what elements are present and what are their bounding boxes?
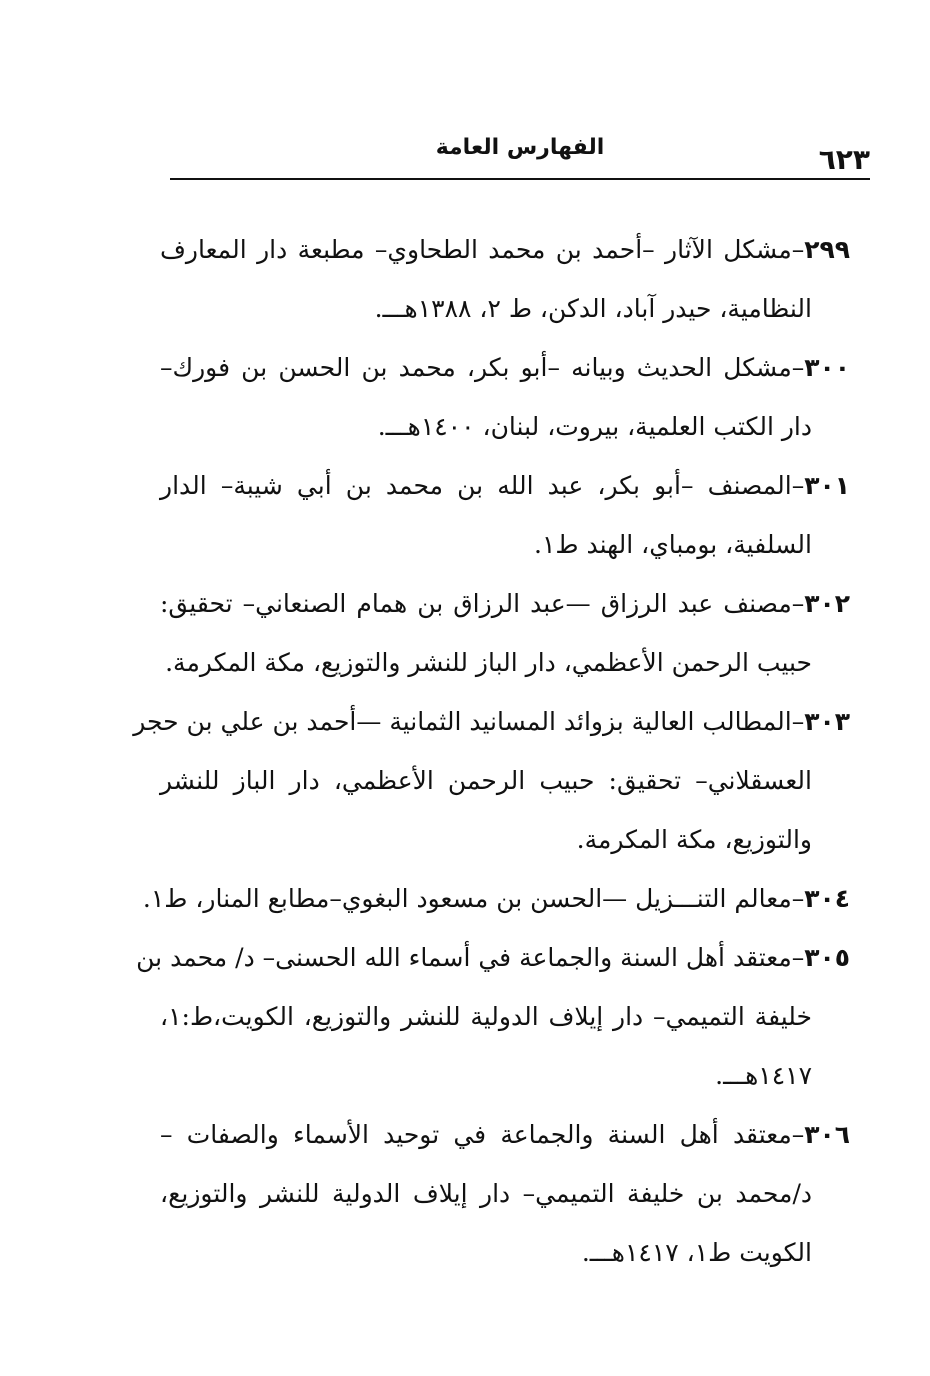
bibliography-entry (142, 869, 850, 928)
entry-number: ٣٠٣ (804, 707, 850, 736)
entry-text: –معالم التنـــزيل —الحسن بن مسعود البغوي–مطابع المنار، ط١. (142, 884, 805, 913)
entry-line (142, 869, 850, 928)
entry-line (160, 1105, 850, 1164)
entry-text: –مصنف عبد الرزاق —عبد الرزاق بن همام الصنعاني– تحقيق: (160, 589, 805, 618)
running-title: الفهارس العامة (435, 135, 605, 160)
entry-number: ٣٠٥ (804, 943, 850, 972)
entry-line (133, 692, 850, 751)
bibliography-entry (160, 338, 850, 456)
entry-number: ٣٠٦ (804, 1120, 850, 1149)
entry-text: –معتقد أهل السنة والجماعة في أسماء الله الحسنى– د/ محمد بن (136, 943, 805, 972)
entry-text: –معتقد أهل السنة والجماعة في توحيد الأسماء والصفات – (160, 1120, 805, 1149)
page-number: ٦٢٣ (818, 143, 870, 176)
entry-line: خليفة التميمي– دار إيلاف الدولية للنشر والتوزيع، الكويت،ط:١، (160, 1002, 812, 1031)
entry-line (136, 928, 850, 987)
entry-number: ٣٠١ (804, 471, 850, 500)
bibliography-entry (160, 1105, 850, 1282)
entry-text: –مشكل الحديث وبيانه –أبو بكر، محمد بن الحسن بن فورك– (160, 353, 805, 382)
bibliography-entry (133, 692, 850, 869)
bibliography-entry (160, 220, 850, 338)
entry-text: –مشكل الآثار –أحمد بن محمد الطحاوي– مطبعة دار المعارف (160, 235, 805, 264)
entry-text: –المصنف –أبو بكر، عبد الله بن محمد بن أبي شيبة– الدار (160, 471, 805, 500)
entry-line: السلفية، بومباي، الهند ط١. (534, 530, 812, 559)
entry-line: حبيب الرحمن الأعظمي، دار الباز للنشر والتوزيع، مكة المكرمة. (165, 648, 812, 677)
entry-line (160, 456, 850, 515)
entry-number: ٢٩٩ (804, 235, 850, 264)
bibliography-entry (160, 456, 850, 574)
entry-line: الكويت ط١، ١٤١٧هـــ. (581, 1238, 812, 1267)
entry-line (160, 338, 850, 397)
entry-line (160, 574, 850, 633)
entry-line: د/محمد بن خليفة التميمي– دار إيلاف الدولية للنشر والتوزيع، (160, 1179, 812, 1208)
page-header (170, 135, 870, 179)
bibliography-entry (136, 928, 850, 1105)
entry-line: والتوزيع، مكة المكرمة. (576, 825, 812, 854)
entry-text: –المطالب العالية بزوائد المسانيد الثمانية —أحمد بن علي بن حجر (133, 707, 805, 736)
bibliography-entry (160, 574, 850, 692)
entry-number: ٣٠٤ (804, 884, 850, 913)
header-rule (170, 178, 870, 180)
entry-line: دار الكتب العلمية، بيروت، لبنان، ١٤٠٠هـــ. (377, 412, 812, 441)
entry-number: ٣٠٠ (804, 353, 850, 382)
entry-line (160, 220, 850, 279)
entry-line: العسقلاني– تحقيق: حبيب الرحمن الأعظمي، دار الباز للنشر (160, 766, 812, 795)
entry-number: ٣٠٢ (804, 589, 850, 618)
entry-line: ١٤١٧هـــ. (715, 1061, 812, 1090)
bibliography-list (133, 220, 850, 1282)
entry-line: النظامية، حيدر آباد، الدكن، ط ٢، ١٣٨٨هـــ. (374, 294, 812, 323)
